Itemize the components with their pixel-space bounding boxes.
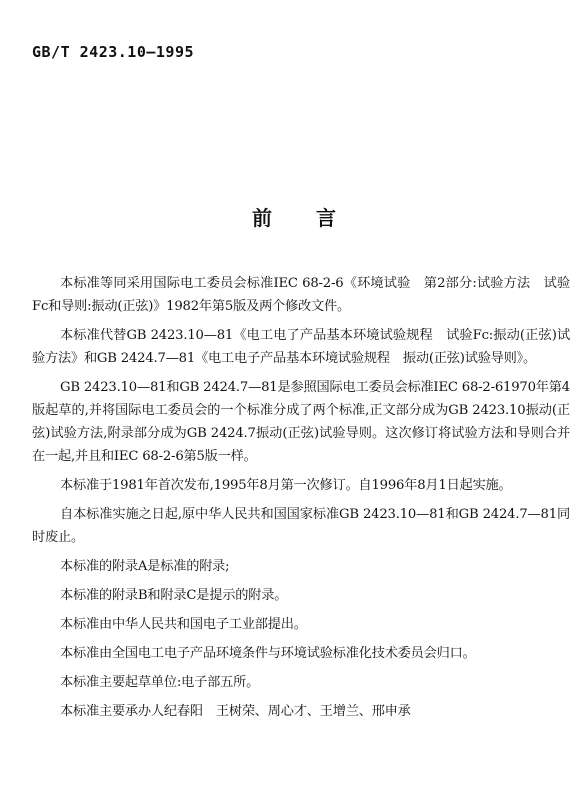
paragraph-abolition: 自本标准实施之日起,原中华人民共和国国家标准GB 2423.10—81和GB 2424.7—81同时废止。 xyxy=(32,507,570,545)
paragraph-appendix-b-c: 本标准的附录B和附录C是提示的附录。 xyxy=(60,588,288,603)
paragraph-appendix-a: 本标准的附录A是标准的附录; xyxy=(60,559,230,574)
paragraph-publication-date: 本标准于1981年首次发布,1995年8月第一次修订。自1996年8月1日起实施。 xyxy=(60,478,512,493)
paragraph-proposer: 本标准由中华人民共和国电子工业部提出。 xyxy=(60,617,307,632)
paragraph-committee: 本标准由全国电工电子产品环境条件与环境试验标准化技术委员会归口。 xyxy=(60,646,476,661)
paragraph-replacement: 本标准代替GB 2423.10—81《电工电了产品基本环境试验规程 试验Fc:振动(正弦)试验方法》和GB 2424.7—81《电工电子产品基本环境试验规程 振动(正弦)试验导则》。 xyxy=(32,328,570,366)
foreword-body xyxy=(32,272,570,723)
paragraph-adoption: 本标准等同采用国际电工委员会标准IEC 68-2-6《环境试验 第2部分:试验方法 试验Fc和导则:振动(正弦)》1982年第5版及两个修改文件。 xyxy=(32,276,570,314)
section-title: 前言 xyxy=(252,206,380,230)
paragraph-drafters: 本标准主要承办人纪春阳 王树荣、周心才、王增兰、邢申承 xyxy=(60,704,411,719)
paragraph-history: GB 2423.10—81和GB 2424.7—81是参照国际电工委员会标准IEC 68-2-61970年第4版起草的,并将国际电工委员会的一个标准分成了两个标准,正文部分成为GB 2423.10振动(正弦)试验方法,附录部分成为GB 2424.7振动(正弦)试验导则。这次修订将试验方法和导则合并在一起,并且和IEC 68-2-6第5版一样。 xyxy=(32,380,570,464)
standard-number: GB/T 2423.10—1995 xyxy=(32,43,195,61)
paragraph-drafting-unit: 本标准主要起草单位:电子部五所。 xyxy=(60,675,260,690)
